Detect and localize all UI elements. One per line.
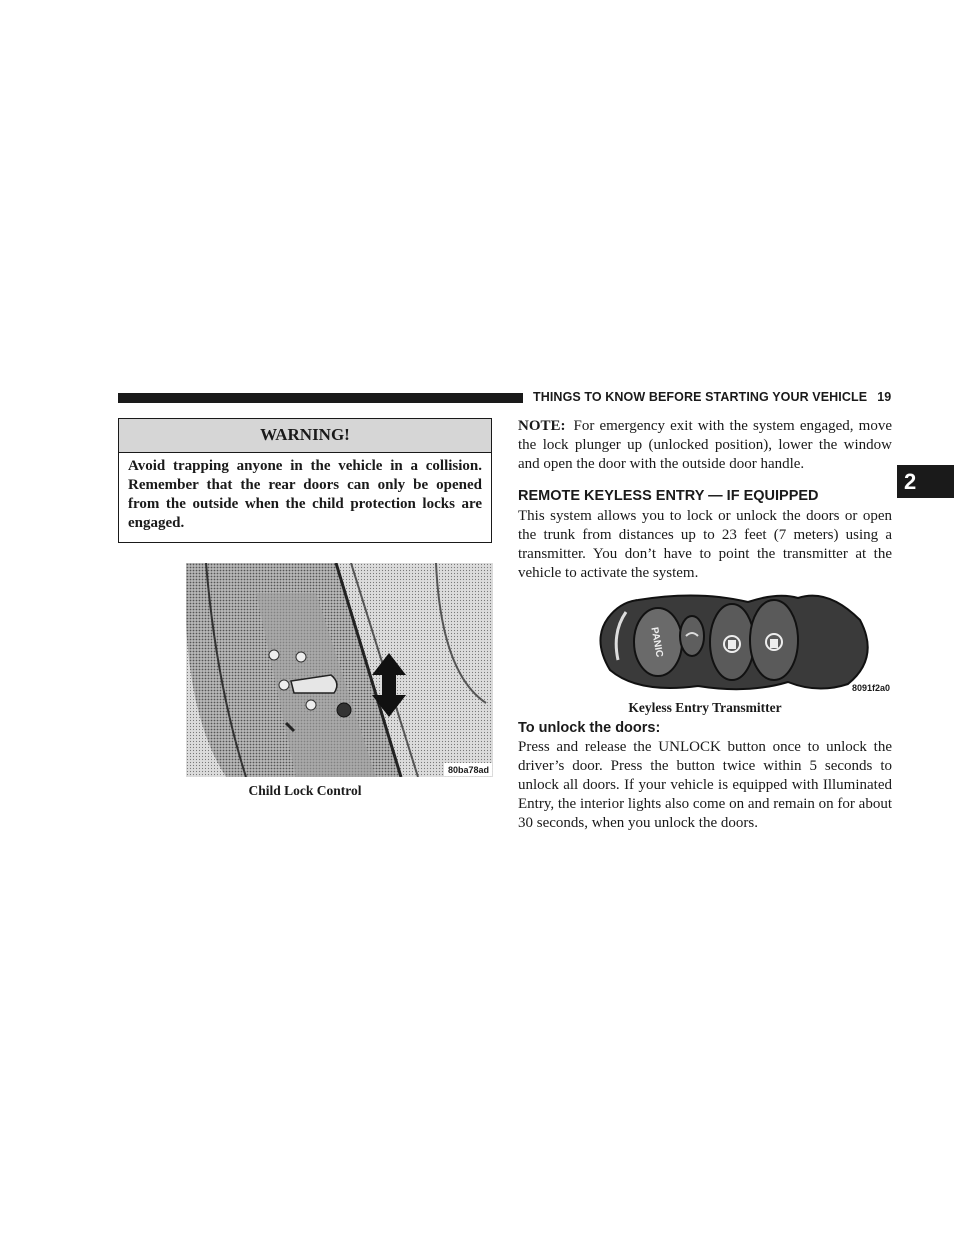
- child-lock-caption: Child Lock Control: [248, 783, 362, 798]
- warning-box: [118, 418, 492, 543]
- section-body: This system allows you to lock or unlock the doors or open the trunk from distances up to 23 feet (7 meters) using a transmitter. You don’t have to point the transmitter at the vehicle to activate the system.: [518, 508, 892, 581]
- panic-label: PANIC: [648, 626, 665, 659]
- keyfob-caption: Keyless Entry Transmitter: [628, 700, 782, 715]
- keyfob-figure-code: 8091f2a0: [852, 683, 891, 693]
- chapter-tab: 2: [897, 465, 954, 498]
- child-lock-figure: [186, 563, 493, 777]
- header-title: THINGS TO KNOW BEFORE STARTING YOUR VEHICLE: [533, 390, 868, 404]
- warning-body: Avoid trapping anyone in the vehicle in a collision. Remember that the rear doors can only be opened from the outside when the child protection locks are engaged.: [128, 458, 482, 531]
- running-header: [533, 390, 891, 404]
- keyfob-figure: [598, 590, 894, 696]
- warning-title: WARNING!: [119, 419, 491, 453]
- header-rule: [118, 393, 523, 403]
- note-paragraph: [518, 417, 892, 474]
- figure-code: 80ba78ad: [448, 765, 490, 775]
- keyfob-illustration: [598, 590, 894, 696]
- child-lock-illustration: [186, 563, 493, 777]
- section-heading: REMOTE KEYLESS ENTRY — IF EQUIPPED: [518, 488, 819, 504]
- unlock-body: Press and release the UNLOCK button once to unlock the driver’s door. Press the button twice within 5 seconds to unlock all doors. If your vehicle is equipped with Illuminated Entry, the interior lights also come on and remain on for about 30 seconds, when you unlock the doors.: [518, 739, 892, 831]
- unlock-heading: To unlock the doors:: [518, 720, 661, 736]
- page-number: 19: [877, 390, 892, 404]
- note-text: For emergency exit with the system engaged, move the lock plunger up (unlocked position), lower the window and open the door with the outside door handle.: [518, 418, 892, 472]
- note-label: NOTE:: [518, 418, 566, 434]
